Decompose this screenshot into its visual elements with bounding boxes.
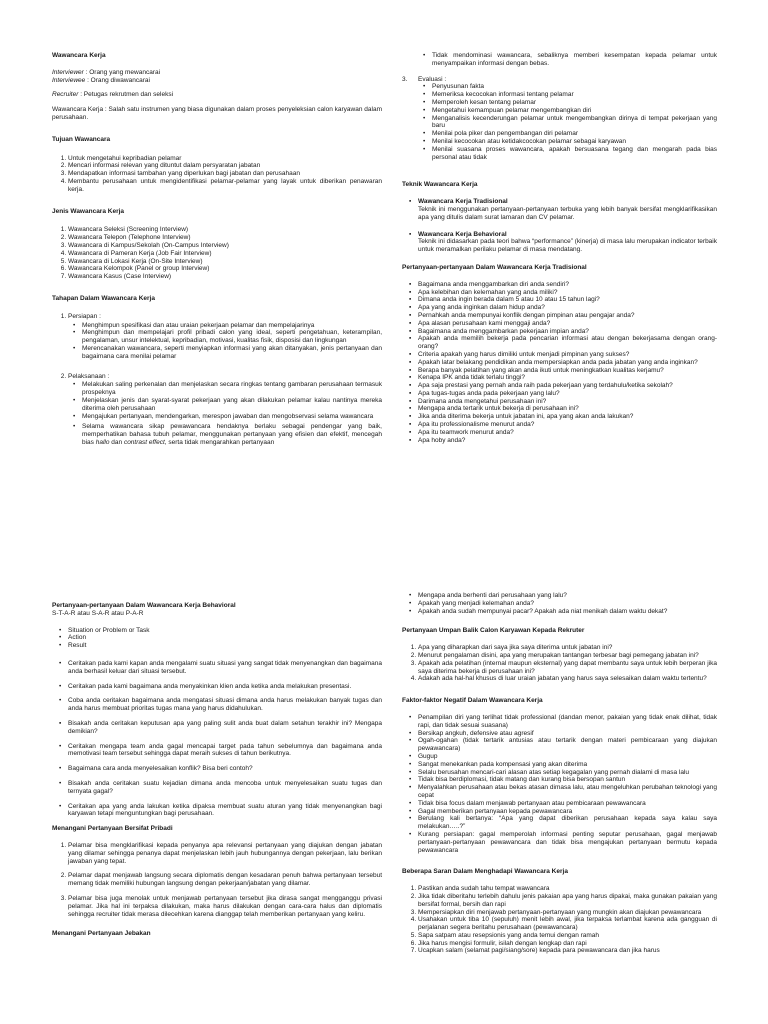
list-item: 4. Usahakan untuk tiba 10 (sepuluh) menit lebih awal, jika terpaksa terlambat karena ada gangguan di perjalanan segera beritahu perusahaan (pewawancara) — [418, 916, 717, 932]
list-item: • Bisakah anda ceritakan suatu kejadian dimana anda mencoba untuk menyelesaikan suatu tugas dan ternyata gagal? — [68, 780, 382, 796]
list-item: • Melakukan saling perkenalan dan menjelaskan secara ringkas tentang gambaran perusahaan termasuk prospeknya — [82, 381, 382, 397]
list-item: • Selalu berusahan mencari-cari alasan atas setiap kegagalan yang pernah dialami di masa lalu — [418, 769, 717, 777]
list-item: • Gugup — [418, 753, 717, 761]
heading-jenis: Jenis Wawancara Kerja — [52, 207, 125, 215]
list-item: • Memeriksa kecocokan informasi tentang pelamar — [432, 91, 717, 99]
tahapan-list — [52, 313, 382, 447]
list-item: ▪ Jika anda diterima bekerja untuk jabatan ini, apa yang akan anda lakukan? — [418, 413, 717, 421]
list-item: • Penampilan diri yang terlihat tidak professional (dandan menor, pakaian yang tidak enak dilihat, tidak rapi, dan tidak sesuai suasana) — [418, 714, 717, 730]
heading-tahapan: Tahapan Dalam Wawancara Kerja — [52, 294, 155, 302]
interviewer-term: Interviewer — [52, 68, 84, 76]
list-item: • Coba anda ceritakan bagaimana anda mengatasi situasi dimana anda harus melakukan banyak tugas dan anda harus membuat prioritas tugas mana yang harus didahulukan. — [68, 697, 382, 713]
list-item: • Action — [68, 634, 382, 642]
list-item: 6. Wawancara Kelompok (Panel or group Interview) — [68, 265, 382, 273]
list-item: 7. Wawancara Kasus (Case Interview) — [68, 273, 382, 281]
list-item: • Penyusunan fakta — [432, 83, 717, 91]
list-item: • Mengapa anda berhenti dari perusahaan yang lalu? — [418, 592, 717, 600]
recruiter-line — [52, 91, 382, 99]
pelaksanaan-and-word: dan — [109, 438, 124, 446]
list-item: • Gagal memberikan pertanyaan kepada pewawancara — [418, 808, 717, 816]
evaluasi-label: Evaluasi : — [418, 75, 447, 83]
interviewee-line — [52, 77, 382, 85]
list-item: • Bersikap angkuh, defensive atau agresif — [418, 730, 717, 738]
list-item: • Menilai suasana proses wawancara, apakah bersuasana tegang dan mengarah pada bias personal atau tidak — [432, 146, 717, 162]
list-item: ▪ Darimana anda mengetahui perusahaan ini? — [418, 398, 717, 406]
list-item: • Situation or Problem or Task — [68, 627, 382, 635]
heading-faktor-negatif: Faktor-faktor Negatif Dalam Wawancara Kerja — [402, 697, 543, 705]
list-item: ▪ Apakah anda memilih bekerja pada pencarian informasi atau dengan bekerjasama dengan orang-orang? — [418, 335, 717, 351]
list-item: • Ceritakan pada kami kapan anda mengalami suatu situasi yang sangat tidak menyenangkan dan bagaimana anda berhasil keluar dari situasi tersebut. — [68, 660, 382, 676]
list-item: 2. Menurut pengalaman disini, apa yang merupakan tantangan terbesar bagi pemegang jabatan ini? — [418, 652, 717, 660]
list-item: ▪ Apa hoby anda? — [418, 437, 717, 445]
tahapan-persiapan — [68, 313, 382, 361]
list-item: ▪ Bisakah anda ceritakan keputusan apa yang paling sulit anda buat dalam setahun terakhir ini? Mengapa demikian? — [68, 720, 382, 736]
evaluasi-block — [402, 76, 717, 162]
list-item: 4. Adakah ada hal-hal khusus di luar uraian jabatan yang harus saya selesaikan dalam waktu tertentu? — [418, 675, 717, 683]
behavioral-desc: Teknik ini didasarkan pada teori bahwa “performance” (kinerja) di masa lalu merupakan indicator terbaik untuk meramalkan perilaku pelamar di masa mendatang. — [418, 238, 717, 254]
list-item: • Menyalahkan perusahaan atau bekas atasan dimasa lalu, atau mengeluhkan perubahan teknologi yang cepat — [418, 784, 717, 800]
list-item: 2. Jika tidak diberitahu terlebih dahulu jenis pakaian apa yang harus dipakai, maka gunakan pakaian yang bersifat formal, bersih dan rapi — [418, 893, 717, 909]
list-item: • Apakah yang menjadi kelemahan anda? — [418, 600, 717, 608]
behavioral-questions-list — [52, 660, 382, 713]
list-item: • Mengetahui kemampuan pelamar mengembangkan diri — [432, 107, 717, 115]
list-item: ▪ Apa kelebihan dan kelemahan yang anda miliki? — [418, 289, 717, 297]
top-bullet-list — [402, 52, 717, 68]
list-item: 3. Mempersiapkan diri menjawab pertanyaan-pertanyaan yang mungkin akan diajukan pewawancara — [418, 909, 717, 917]
list-item: 4. Wawancara di Pameran Kerja (Job Fair Interview) — [68, 250, 382, 258]
interviewee-term: Interviewee — [52, 76, 86, 84]
list-item: • Ceritakan mengapa team anda gagal mencapai target pada tahun sebelumnya dan bagaimana anda memotivasi team tersebut sehingga dapat meraih sukses di tahun berikutnya. — [68, 743, 382, 759]
list-item: • Menjelaskan jenis dan syarat-syarat pekerjaan yang akan dilakukan pelamar kalau nantinya mereka diterima oleh perusahaan — [82, 397, 382, 413]
list-item: • Merencanakan wawancara, seperti menyiapkan informasi yang akan ditanyakan, jenis pertanyaan dan bagaimana cara menilai pelamar — [82, 345, 382, 361]
star-list — [52, 627, 382, 650]
list-item: • Kurang persiapan: gagal memperolah informasi penting seputar perusahaan, gagal menjawab pertanyaan-pertanyaan pewawancara dan tidak bisa mengajukan pertanyaan bermutu kepada pewawancara — [418, 831, 717, 854]
list-item: 3. Mendapatkan informasi tambahan yang diperlukan bagi jabatan dan perusahaan — [68, 170, 382, 178]
faktor-negatif-list — [402, 714, 717, 854]
list-item: 5. Sapa satpam atau resepsionis yang anda temui dengan ramah — [418, 932, 717, 940]
pribadi-list — [52, 842, 382, 918]
list-item: 2. Wawancara Telepon (Telephone Interview) — [68, 234, 382, 242]
list-item: • Result — [68, 642, 382, 650]
heading-jebakan: Menangani Pertanyaan Jebakan — [52, 930, 151, 938]
heading-umpan-balik: Pertanyaan Umpan Balik Calon Karyawan Kepada Rekruter — [402, 627, 585, 635]
list-item: • Menghimpun spesifikasi dan atau uraian pekerjaan pelamar dan mempelajarinya — [82, 322, 382, 330]
list-item: 2. Mencari informasi relevan yang dituntut dalam persyaratan jabatan — [68, 162, 382, 170]
pelaksanaan-end-text: , serta tidak mengarahkan pertanyaan — [164, 438, 275, 446]
heading-pribadi: Menangani Pertanyaan Bersifat Pribadi — [52, 825, 173, 833]
list-item: ▪ Apa itu teamwork menurut anda? — [418, 429, 717, 437]
list-item: ▪ Bagaimana anda menggambarkan pekerjaan impian anda? — [418, 328, 717, 336]
list-item: ▪ Dimana anda ingin berada dalam 5 atau 10 atau 15 tahun lagi? — [418, 296, 717, 304]
list-item: • Berulang kali bertanya: “Apa yang dapat diberikan perusahaan kepada saya kalau saya melakukan…..?” — [418, 815, 717, 831]
behavioral-questions-square-list — [52, 720, 382, 736]
jenis-list — [52, 226, 382, 281]
star-line: S-T-A-R atau S-A-R atau P-A-R — [52, 609, 144, 617]
page1-left-column — [52, 52, 382, 454]
page2-right-column — [402, 592, 717, 962]
tradisional-desc: Teknik ini menggunakan pertanyaan-pertanyaan terbuka yang lebih banyak bersifat mengklarifikasikan apa yang ditulis dalam surat lamaran dan CV pelamar. — [418, 205, 717, 221]
list-item: ▪ Apa tugas-tugas anda pada pekerjaan yang lalu? — [418, 390, 717, 398]
list-item: • Tidak bisa berdiplomasi, tidak matang dan kurang bisa bersopan santun — [418, 776, 717, 784]
tahapan-pelaksanaan — [68, 373, 382, 447]
list-item: ▪ Bagaimana anda menggambarkan diri anda sendiri? — [418, 281, 717, 289]
list-item: 6. Jika harus mengisi formulir, isilah dengan lengkap dan rapi — [418, 940, 717, 948]
tradisional-title: ▪ Wawancara Kerja Tradisional — [418, 198, 508, 206]
definition-text: Wawancara Kerja : Salah satu instrumen yang biasa digunakan dalam proses penyeleksian calon karyawan dalam perusahaan. — [52, 106, 382, 121]
list-item: • Menghimpun dan mempelajari profil pribadi calon yang ideal, seperti pengetahuan, keterampilan, pengalaman, unsur intelektual, kepribadian, motivasi, kualitas fisik, disposisi dan lingkungan — [82, 329, 382, 345]
interviewer-def: : Orang yang mewancarai — [85, 68, 161, 76]
list-item: • Menilai pola piker dan pengembangan diri pelamar — [432, 130, 717, 138]
persiapan-list — [68, 322, 382, 361]
page1-right-column — [402, 52, 717, 451]
interviewer-line — [52, 69, 382, 77]
list-item: 1. Wawancara Seleksi (Screening Interview) — [68, 226, 382, 234]
pertanyaan-tradisional-list — [402, 281, 717, 445]
interviewee-def: : Orang diwawancarai — [87, 76, 150, 84]
page-2 — [0, 512, 768, 1024]
list-item: • Apakah anda sudah mempunyai pacar? Apakah ada niat menikah dalam waktu dekat? — [418, 608, 717, 616]
list-item: 4. Membantu perusahaan untuk mengidentifikasi pelamar-pelamar yang layak untuk diberikan penawaran kerja. — [68, 178, 382, 194]
list-item: ▪ Apa saja prestasi yang pernah anda raih pada pekerjaan yang terdahulu/ketika sekolah? — [418, 382, 717, 390]
list-item — [82, 423, 382, 446]
list-item: 2. Pelamar dapat menjawab langsung secara diplomatis dengan kesadaran penuh bahwa pertanyaan tersebut memang tidak memiliki hubungan langsung dengan pekerjaan/jabatan yang dilamar. — [68, 872, 382, 888]
saran-list — [402, 885, 717, 955]
page2-left-column — [52, 602, 382, 945]
list-item: ▪ Kenapa IPK anda tidak terlalu tinggi? — [418, 374, 717, 382]
heading-teknik: Teknik Wawancara Kerja — [402, 181, 478, 189]
list-item: 1. Apa yang diharapkan dari saya jika saya diterima untuk jabatan ini? — [418, 644, 717, 652]
umpan-balik-list — [402, 644, 717, 683]
list-item: ▪ Criteria apakah yang harus dimiliki untuk menjadi pimpinan yang sukses? — [418, 351, 717, 359]
pelaksanaan-contrast-word: contrast effect — [123, 438, 165, 446]
list-item: • Mengajukan pertanyaan, mendengarkan, merespon jawaban dan mengobservasi selama wawancara — [82, 413, 382, 421]
list-item: ▪ Apakah latar belakang pendidikan anda mempersiapkan anda pada jabatan yang anda inginkan? — [418, 359, 717, 367]
list-item: 1. Pastikan anda sudah tahu tempat wawancara — [418, 885, 717, 893]
list-item: • Menilai kecocokan atau ketidakcocokan pelamar sebagai karyawan — [432, 138, 717, 146]
list-item: ▪ Berapa banyak pelatihan yang akan anda ikuti untuk meningkatkan kualitas kerjamu? — [418, 367, 717, 375]
list-item: 3. Pelamar bisa juga menolak untuk menjawab pertanyaan tersebut jika dirasa sangat mengganggu privasi pelamar. Jika hal ini terpaksa dilakukan, maka harus dilakukan dengan cara-cara halus dan diplomatis sehingga recruiter tidak merasa dilecehkan karena dianggap telah memberikan pertanyaan yang keliru. — [68, 895, 382, 918]
list-item: 3. Wawancara di Kampus/Sekolah (On-Campus Interview) — [68, 242, 382, 250]
heading-pertanyaan-tradisional: Pertanyaan-pertanyaan Dalam Wawancara Kerja Tradisional — [402, 263, 587, 271]
teknik-behavioral — [418, 231, 717, 254]
heading-tujuan: Tujuan Wawancara — [52, 135, 111, 143]
pelaksanaan-last-text: Selama wawancara sikap pewawancara hendaknya berlaku sebagai pendengar yang baik, memperhatikan bahasa tubuh pelamar, menggunakan pertanyaan yang efisien dan efektif, mencegah bias — [82, 423, 382, 446]
list-item: • Bagaimana cara anda menyelesaikan konflik? Bisa beri contoh? — [68, 765, 382, 773]
title-wawancara-kerja: Wawancara Kerja — [52, 52, 106, 59]
top-bullets-list — [402, 592, 717, 615]
list-item: ▪ Apa yang anda inginkan dalam hidup anda? — [418, 304, 717, 312]
heading-behavioral-questions: Pertanyaan-pertanyaan Dalam Wawancara Kerja Behavioral — [52, 602, 236, 609]
list-item: • Ceritakan pada kami bagaimana anda menyakinkan klien anda ketika anda melakukan presentasi. — [68, 683, 382, 691]
pelaksanaan-label: Pelaksanaan : — [68, 372, 110, 380]
list-item: • Menganalisis kecenderungan pelamar untuk mengembangkan dirinya di tempat pekerjaan yang baru — [432, 115, 717, 131]
behavioral-questions-list-2 — [52, 743, 382, 819]
list-item: • Ceritakan apa yang anda lakukan ketika dipaksa membuat suatu aturan yang tidak menyenangkan bagi karyawan tetapi menguntungkan bagi perusahaan. — [68, 803, 382, 819]
list-item: ▪ Pernahkah anda mempunyai konflik dengan pimpinan atau pengajar anda? — [418, 312, 717, 320]
recruiter-term: Recruiter — [52, 91, 79, 99]
list-item: 3. Apakah ada pelatihan (internal maupun eksternal) yang dapat membantu saya untuk lebih berperan jika saya diterima bekerja di perusahaan ini? — [418, 660, 717, 676]
pelaksanaan-halo-word: hallo — [95, 438, 110, 446]
list-item: 5. Wawancara di Lokasi Kerja (On-Site Interview) — [68, 258, 382, 266]
list-item: ▪ Mengapa anda tertarik untuk bekerja di perusahaan ini? — [418, 405, 717, 413]
evaluasi-number: 3. — [402, 75, 408, 83]
pelaksanaan-list — [68, 381, 382, 446]
teknik-list — [402, 198, 717, 254]
list-item: • Tidak bisa focus dalam menjawab pertanyaan atau pembicaraan pewawancara — [418, 800, 717, 808]
tujuan-list — [52, 155, 382, 194]
list-item: 7. Ucapkan salam (selamat pagi/siang/sore) kepada para pewawancara dan jika harus — [418, 947, 717, 955]
persiapan-label: Persiapan : — [68, 312, 101, 320]
list-item: • Memperoleh kesan tentang pelamar — [432, 99, 717, 107]
list-item: ▪ Apa itu professionalisme menurut anda? — [418, 421, 717, 429]
evaluasi-list — [402, 83, 717, 161]
list-item: ▪ Apa alasan perusahaan kami menggaji anda? — [418, 320, 717, 328]
behavioral-title: ▪ Wawancara Kerja Behavioral — [418, 230, 507, 238]
list-item: • Ogah-ogahan (tidak tertarik antusias atau tertarik dengan materi pembicaraan yang diajukan pewawancara) — [418, 737, 717, 753]
list-item: • Sangat menekankan pada kompensasi yang akan diterima — [418, 761, 717, 769]
recruiter-def: : Petugas rekrutmen dan seleksi — [80, 91, 174, 99]
heading-saran: Beberapa Saran Dalam Menghadapi Wawancara Kerja — [402, 868, 568, 876]
list-item: 1. Pelamar bisa mengklarifikasi kepada penyanya apa relevansi pertanyaan yang diajukan dengan jabatan yang dilamar sehingga penanya dapat menjelaskan lebih jauh hubungannya dengan pekerjaan, lalu berikan jawaban yang tepat. — [68, 842, 382, 865]
list-item: 1. Untuk mengetahui kepribadian pelamar — [68, 155, 382, 163]
teknik-tradisional — [418, 198, 717, 221]
list-item: • Tidak mendominasi wawancara, sebaliknya memberi kesempatan kepada pelamar untuk menyampaikan informasi dengan bebas. — [432, 52, 717, 68]
